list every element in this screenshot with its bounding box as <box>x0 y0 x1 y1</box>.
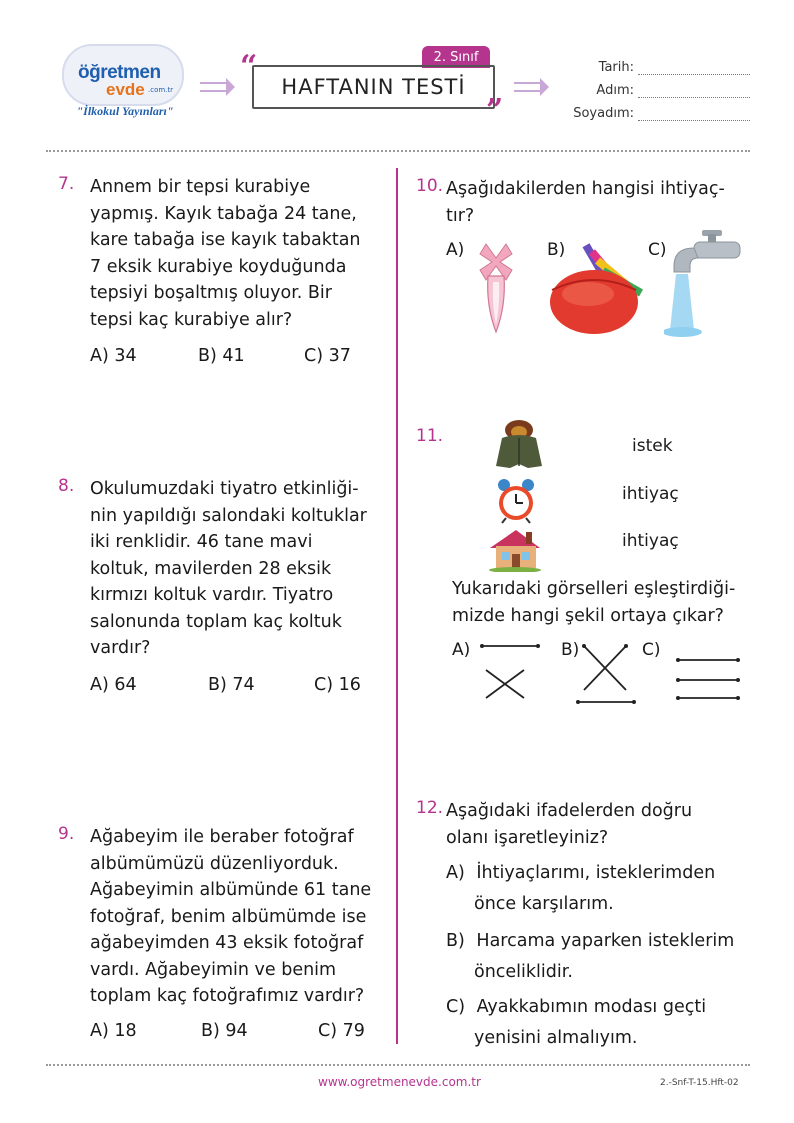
q10-option-c[interactable]: C) <box>648 240 667 260</box>
student-info <box>560 52 750 121</box>
q10-option-b[interactable]: B) <box>547 240 566 260</box>
water-tap-icon <box>664 226 744 342</box>
q8-text: Okulumuzdaki tiyatro etkinliği- nin yapıldığı salondaki koltuklar iki renklidir. 46 tane mavi koltuk, mavilerden 28 eksik kırmızı koltuk vardır. Tiyatro salonunda toplam kaç koltuk vardır? <box>90 479 367 658</box>
q9-number: 9. <box>58 824 75 844</box>
q10-number: 10. <box>416 176 444 196</box>
arrow-decoration-right <box>514 82 540 92</box>
question-8 <box>90 476 380 698</box>
q12-option-c-line1: Ayakkabımın modası geçti <box>476 997 707 1017</box>
name-field[interactable] <box>560 75 750 98</box>
q8-option-b[interactable]: B) 74 <box>208 674 255 695</box>
q12-option-b-line1: Harcama yaparken isteklerim <box>476 931 735 951</box>
question-7 <box>90 174 380 370</box>
title-box <box>252 65 495 109</box>
q12-option-c-key: C) <box>446 997 466 1017</box>
q11-option-c[interactable]: C) <box>642 640 661 660</box>
q12-option-b-line2: önceliklidir. <box>474 962 573 982</box>
logo-domain: .com.tr <box>148 86 174 94</box>
close-quote-icon: ” <box>486 93 504 128</box>
name-label: Adım: <box>596 83 634 98</box>
q7-option-b[interactable]: B) 41 <box>198 346 245 366</box>
q12-option-b-key: B) <box>446 931 465 951</box>
q11-option-c-diagram <box>674 654 744 704</box>
q12-option-b[interactable] <box>446 926 746 988</box>
q7-number: 7. <box>58 174 75 194</box>
q11-option-b[interactable]: B) <box>561 640 580 660</box>
q12-option-a-key: A) <box>446 863 465 883</box>
q8-option-a[interactable]: A) 64 <box>90 674 137 695</box>
q11-text: Yukarıdaki görselleri eşleştirdiği- mizde hangi şekil ortaya çıkar? <box>452 579 736 626</box>
q12-option-a-line2: önce karşılarım. <box>474 894 614 914</box>
question-9 <box>90 824 390 1044</box>
surname-label: Soyadım: <box>573 106 634 121</box>
logo-line2: evde <box>106 80 145 99</box>
coat-icon <box>494 418 544 470</box>
q8-option-c[interactable]: C) 16 <box>314 674 361 695</box>
page-title: HAFTANIN TESTİ <box>281 75 466 99</box>
q12-option-c-line2: yenisini almalıyım. <box>474 1028 638 1048</box>
q12-text: Aşağıdaki ifadelerden doğru olanı işaretleyiniz? <box>446 801 693 848</box>
q10-text: Aşağıdakilerden hangisi ihtiyaç- tır? <box>446 179 725 226</box>
q11-word-3: ihtiyaç <box>622 531 679 551</box>
q11-word-2: ihtiyaç <box>622 484 679 504</box>
q9-option-a[interactable]: A) 18 <box>90 1020 137 1041</box>
logo-subtitle: "İlkokul Yayınları" <box>76 104 174 118</box>
logo-line1: öğretmen <box>78 62 161 83</box>
q12-option-a-line1: İhtiyaçlarımı, isteklerimden <box>476 863 716 883</box>
q12-number: 12. <box>416 798 444 818</box>
q12-option-a[interactable] <box>446 858 746 920</box>
name-line[interactable] <box>638 84 750 98</box>
alarm-clock-icon <box>496 478 536 524</box>
q11-word-1: istek <box>632 436 673 456</box>
surname-line[interactable] <box>638 107 750 121</box>
publisher-logo <box>62 44 184 122</box>
hair-clip-icon <box>474 236 518 336</box>
footer-divider <box>46 1064 750 1066</box>
question-10 <box>446 176 746 229</box>
header-divider <box>46 150 750 152</box>
pencil-case-icon <box>548 236 644 336</box>
q9-text: Ağabeyim ile beraber fotoğraf albümümüzü düzenliyorduk. Ağabeyimin albümünde 61 tane fotoğraf, benim albümümde ise ağabeyimden 43 eksik fotoğraf vardı. Ağabeyimin ve benim toplam kaç fotoğrafımız vardır? <box>90 827 372 1006</box>
q11-number: 11. <box>416 426 444 446</box>
q11-option-a[interactable]: A) <box>452 640 471 660</box>
q9-option-c[interactable]: C) 79 <box>318 1020 365 1041</box>
q7-option-c[interactable]: C) 37 <box>304 346 351 366</box>
date-line[interactable] <box>638 61 750 75</box>
date-label: Tarih: <box>598 60 634 75</box>
column-divider <box>396 168 398 1044</box>
q7-option-a[interactable]: A) 34 <box>90 346 137 366</box>
q12-option-c[interactable] <box>446 992 746 1054</box>
q8-number: 8. <box>58 476 75 496</box>
arrow-decoration-left <box>200 82 226 92</box>
q11-option-a-diagram <box>476 640 546 704</box>
q10-option-a[interactable]: A) <box>446 240 465 260</box>
date-field[interactable] <box>560 52 750 75</box>
q9-option-b[interactable]: B) 94 <box>201 1020 248 1041</box>
house-icon <box>488 526 542 572</box>
footer-code: 2.-Snf-T-15.Hft-02 <box>660 1078 739 1088</box>
surname-field[interactable] <box>560 98 750 121</box>
q11-option-b-diagram <box>574 640 640 706</box>
question-11 <box>452 576 752 629</box>
grade-tag: 2. Sınıf <box>422 46 490 68</box>
q7-text: Annem bir tepsi kurabiye yapmış. Kayık tabağa 24 tane, kare tabağa ise kayık tabaktan 7 eksik kurabiye koyduğunda tepsiyi boşaltmış oluyor. Bir tepsi kaç kurabiye alır? <box>90 177 361 330</box>
question-12 <box>446 798 746 851</box>
open-quote-icon: “ <box>240 49 258 84</box>
footer-url[interactable]: www.ogretmenevde.com.tr <box>318 1075 481 1089</box>
